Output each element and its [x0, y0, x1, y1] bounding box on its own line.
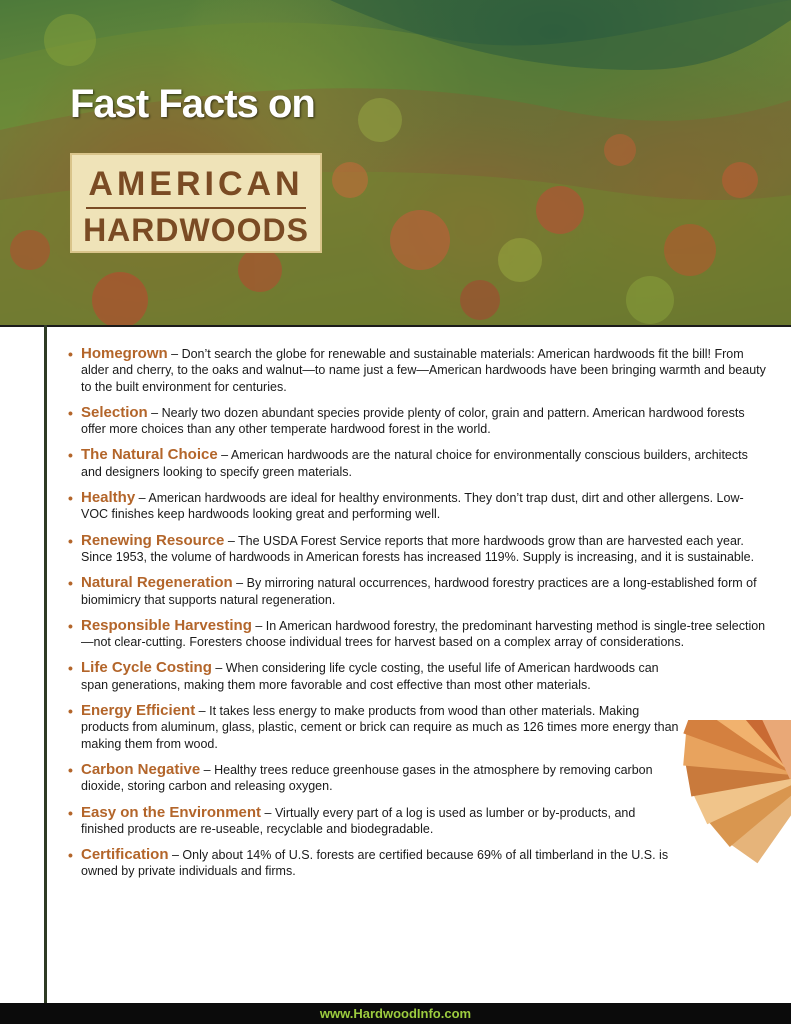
fact-body: – It takes less energy to make products from wood than other materials. Making products from aluminum, glass, plastic, cement or brick can require as much as 126 times more energy than making them from wood. — [81, 704, 679, 751]
bullet-icon: • — [68, 532, 73, 549]
fact-life-cycle-costing — [68, 660, 681, 693]
fact-title: Renewing Resource — [81, 531, 225, 549]
fact-certification — [68, 847, 681, 880]
hero-forest-photo — [0, 0, 791, 325]
fact-body: – Don’t search the globe for renewable and sustainable materials: American hardwoods fit the bill! From alder and cherry, to the oaks and walnut—to name just a few—American hardwoods have been bringing warmth and beauty to the built environment for centuries. — [81, 347, 766, 394]
fact-homegrown — [68, 346, 768, 395]
fact-body: – American hardwoods are the natural choice for environmentally conscious builders, architects and designers looking to specify green materials. — [81, 448, 748, 479]
fact-carbon-negative — [68, 762, 681, 795]
fact-body: – When considering life cycle costing, the useful life of American hardwoods can span generations, making them more favorable and cost effective than most other materials. — [81, 661, 659, 692]
logo-divider — [86, 207, 306, 209]
bullet-icon: • — [68, 447, 73, 464]
fact-body: – Nearly two dozen abundant species provide plenty of color, grain and pattern. American hardwood forests offer more choices than any other temperate hardwood forest in the world. — [81, 405, 745, 437]
fact-title: Carbon Negative — [81, 760, 201, 778]
fact-natural-choice — [68, 447, 768, 480]
wood-veneer-samples-image — [665, 720, 791, 950]
logo-line-american: AMERICAN — [88, 165, 304, 203]
fact-renewing-resource — [68, 533, 768, 566]
website-link[interactable]: www.HardwoodInfo.com — [319, 1006, 472, 1021]
fact-body: – The USDA Forest Service reports that more hardwoods grow than are harvested each year. Since 1953, the volume of hardwoods in American forests has increased 119%. Supply is increasing, and it is sustainable. — [81, 533, 755, 564]
fact-easy-on-environment — [68, 805, 681, 838]
bullet-icon: • — [68, 804, 73, 821]
fact-title: Natural Regeneration — [81, 574, 233, 592]
fast-facts-list — [68, 346, 768, 890]
fact-title: Life Cycle Costing — [81, 659, 212, 677]
bullet-icon: • — [68, 346, 73, 362]
fact-title: Homegrown — [81, 345, 168, 362]
fact-body: – Virtually every part of a log is used as lumber or by-products, and finished products are re-useable, recyclable and biodegradable. — [81, 805, 636, 836]
fact-title: Certification — [81, 846, 169, 864]
fact-energy-efficient — [68, 703, 681, 752]
page-title: Fast Facts on — [70, 82, 315, 126]
logo-line-hardwoods: HARDWOODS — [83, 212, 309, 248]
bullet-icon: • — [68, 575, 73, 592]
bullet-icon: • — [68, 761, 73, 778]
left-vertical-rule — [44, 325, 47, 1005]
fact-title: Energy Efficient — [81, 702, 196, 720]
fact-title: Easy on the Environment — [81, 803, 262, 821]
fact-title: The Natural Choice — [81, 446, 218, 464]
fact-responsible-harvesting — [68, 618, 768, 651]
fact-body: – In American hardwood forestry, the predominant harvesting method is single-tree selection—not clear-cutting. Foresters choose individual trees for harvest based on a complex array of considerations. — [81, 618, 766, 650]
fact-body: – American hardwoods are ideal for healthy environments. They don’t trap dust, dirt and other allergens. Low-VOC finishes keep hardwoods looking great and performing well. — [81, 491, 744, 522]
bullet-icon: • — [68, 490, 73, 507]
bullet-icon: • — [68, 703, 73, 720]
fact-selection — [68, 405, 768, 438]
bullet-icon: • — [68, 847, 73, 864]
fact-body: – Healthy trees reduce greenhouse gases in the atmosphere by removing carbon dioxide, storing carbon and releasing oxygen. — [81, 762, 653, 794]
fact-body: – Only about 14% of U.S. forests are certified because 69% of all timberland in the U.S. is owned by private individuals and firms. — [81, 848, 669, 879]
american-hardwoods-logo — [70, 153, 322, 253]
footer-bar — [0, 1003, 791, 1024]
fact-title: Selection — [81, 403, 148, 421]
fact-title: Healthy — [81, 489, 136, 507]
hero-bottom-rule — [0, 325, 791, 327]
fact-healthy — [68, 490, 768, 523]
fact-body: – By mirroring natural occurrences, hardwood forestry practices are a long-established form of biomimicry that supports natural regeneration. — [81, 576, 757, 607]
fact-natural-regeneration — [68, 575, 768, 608]
bullet-icon: • — [68, 660, 73, 677]
bullet-icon: • — [68, 617, 73, 634]
fact-title: Responsible Harvesting — [81, 616, 252, 634]
bullet-icon: • — [68, 404, 73, 421]
